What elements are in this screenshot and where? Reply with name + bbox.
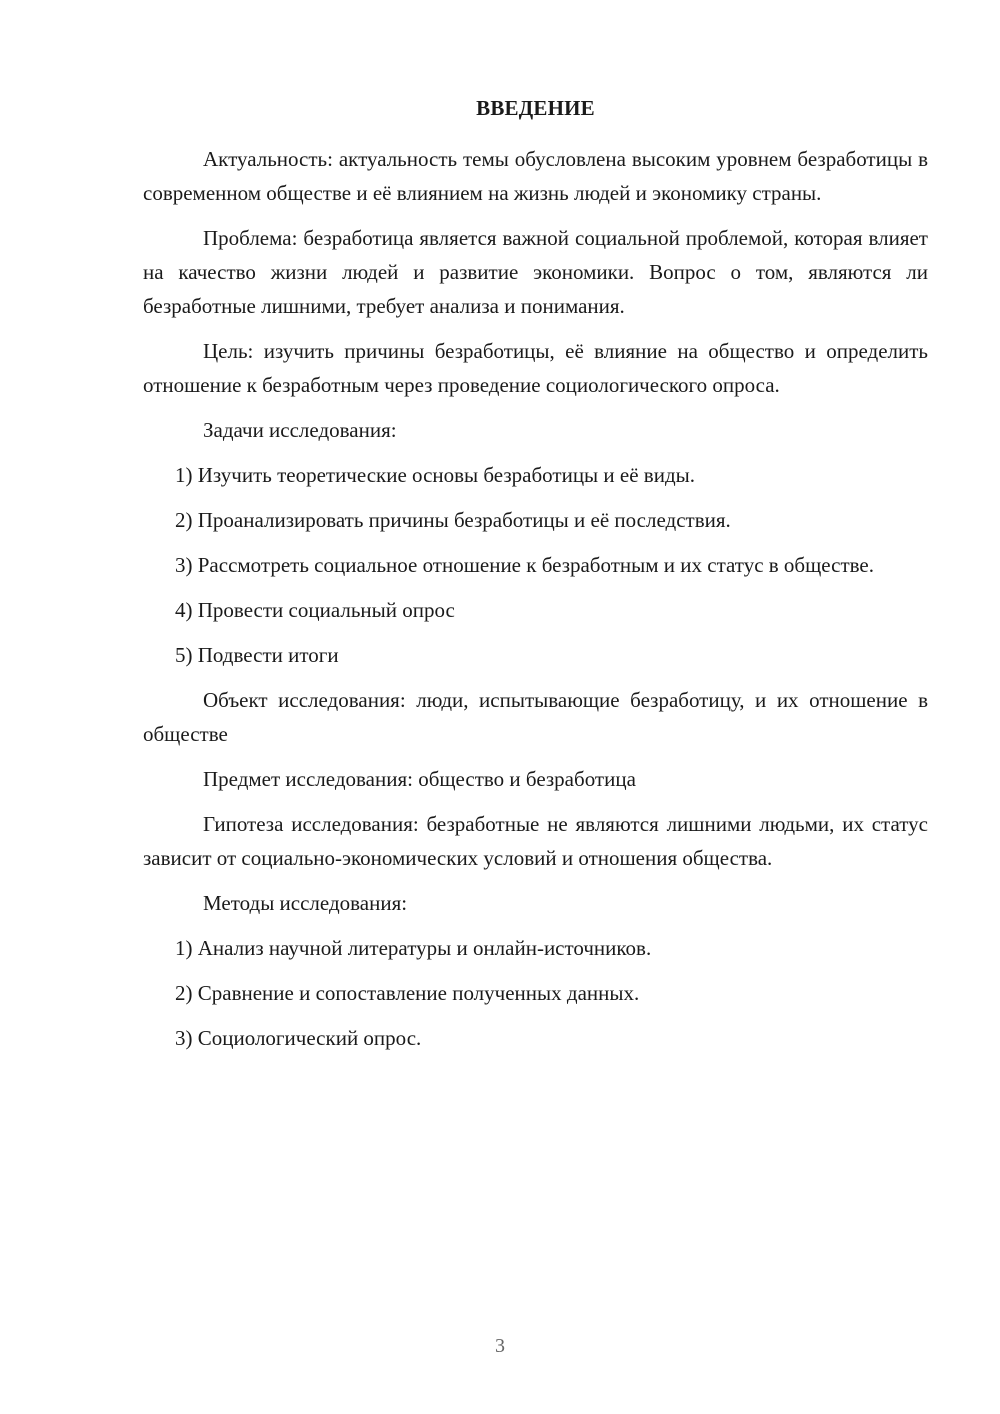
list-item-method-3: 3) Социологический опрос.	[175, 1026, 422, 1050]
paragraph-relevance: Актуальность: актуальность темы обусловлена высоким уровнем безработицы в современном обществе и её влиянием на жизнь людей и экономику страны.	[143, 147, 928, 205]
paragraph-goal: Цель: изучить причины безработицы, её влияние на общество и определить отношение к безработным через проведение социологического опроса.	[143, 339, 928, 397]
paragraph-methods-heading: Методы исследования:	[203, 891, 408, 915]
list-item-task-3: 3) Рассмотреть социальное отношение к безработным и их статус в обществе.	[175, 553, 874, 577]
list-item-task-2: 2) Проанализировать причины безработицы и её последствия.	[175, 508, 731, 532]
paragraph-hypothesis: Гипотеза исследования: безработные не являются лишними людьми, их статус зависит от социально-экономических условий и отношения общества.	[143, 812, 928, 870]
list-item-task-1: 1) Изучить теоретические основы безработицы и её виды.	[175, 463, 695, 487]
page-title: ВВЕДЕНИЕ	[476, 96, 595, 120]
paragraph-object: Объект исследования: люди, испытывающие безработицу, и их отношение в обществе	[143, 688, 928, 746]
list-item-task-5: 5) Подвести итоги	[175, 643, 339, 667]
page-number: 3	[495, 1335, 505, 1357]
list-item-method-1: 1) Анализ научной литературы и онлайн-источников.	[175, 936, 652, 960]
list-item-task-4: 4) Провести социальный опрос	[175, 598, 455, 622]
paragraph-subject: Предмет исследования: общество и безработица	[203, 767, 636, 791]
document-body	[143, 142, 928, 1055]
paragraph-problem: Проблема: безработица является важной социальной проблемой, которая влияет на качество жизни людей и развитие экономики. Вопрос о том, являются ли безработные лишними, требует анализа и понимания.	[143, 226, 928, 318]
paragraph-tasks-heading: Задачи исследования:	[203, 418, 397, 442]
list-item-method-2: 2) Сравнение и сопоставление полученных данных.	[175, 981, 640, 1005]
